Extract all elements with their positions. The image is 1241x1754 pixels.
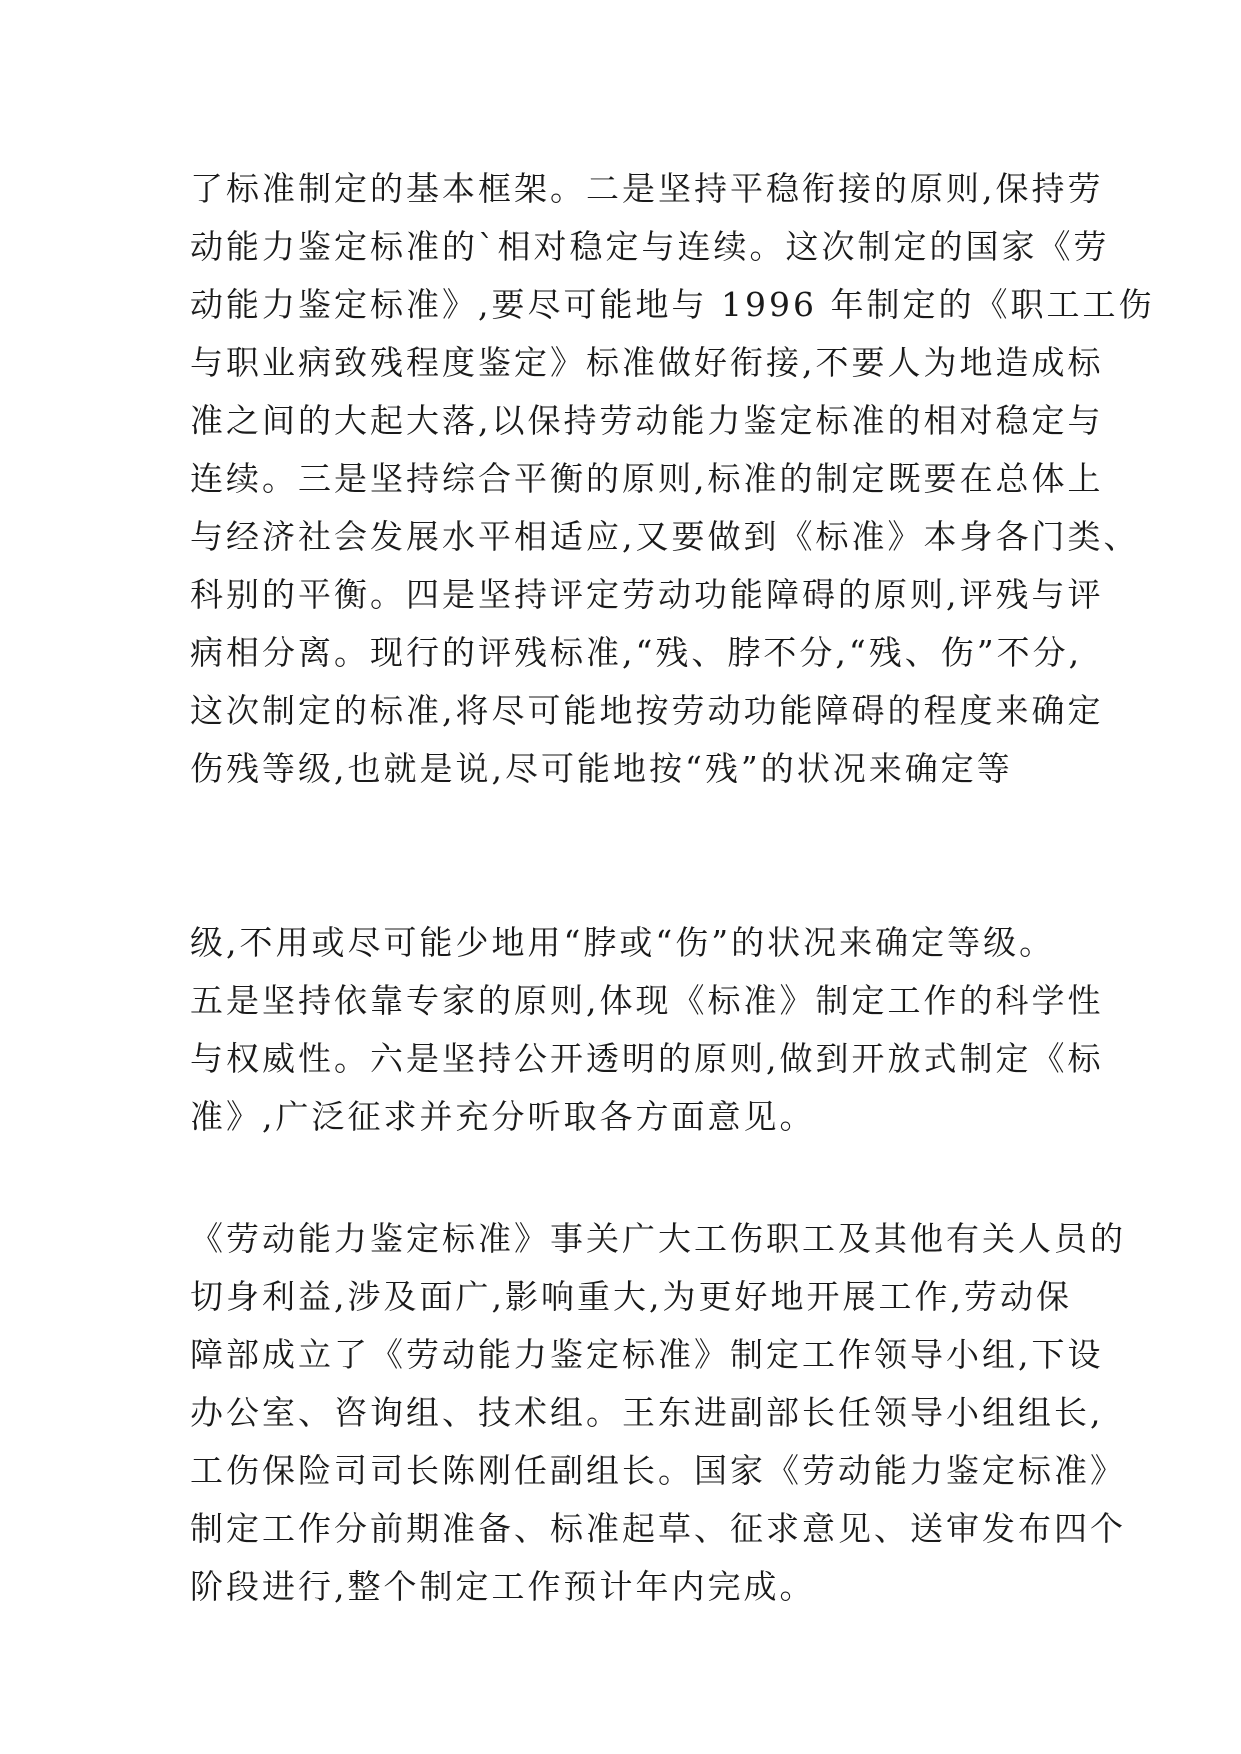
text-line: 阶段进行,整个制定工作预计年内完成。	[190, 1567, 816, 1606]
text-line: 级,不用或尽可能少地用“脖或“伤”的状况来确定等级。	[190, 923, 1056, 962]
text-line: 动能力鉴定标准的`相对稳定与连续。这次制定的国家《劳	[190, 227, 1110, 266]
text-line: 障部成立了《劳动能力鉴定标准》制定工作领导小组,下设	[190, 1335, 1104, 1374]
text-line: 伤残等级,也就是说,尽可能地按“残”的状况来确定等	[190, 749, 1013, 788]
text-line: 准》,广泛征求并充分听取各方面意见。	[190, 1097, 816, 1136]
text-line: 《劳动能力鉴定标准》事关广大工伤职工及其他有关人员的	[190, 1219, 1126, 1258]
text-line: 了标准制定的基本框架。二是坚持平稳衔接的原则,保持劳	[190, 169, 1104, 208]
text-line: 切身利益,涉及面广,影响重大,为更好地开展工作,劳动保	[190, 1277, 1072, 1316]
text-line: 科别的平衡。四是坚持评定劳动功能障碍的原则,评残与评	[190, 575, 1104, 614]
paragraph-leadership-group	[190, 1210, 1126, 1616]
paragraph-continuation	[190, 914, 1104, 1146]
text-line: 病相分离。现行的评残标准,“残、脖不分,“残、伤”不分,	[190, 633, 1083, 672]
text-line: 动能力鉴定标准》,要尽可能地与 1996 年制定的《职工工伤	[190, 285, 1155, 324]
text-line: 与权威性。六是坚持公开透明的原则,做到开放式制定《标	[190, 1039, 1104, 1078]
text-line: 制定工作分前期准备、标准起草、征求意见、送审发布四个	[190, 1509, 1126, 1548]
text-line: 准之间的大起大落,以保持劳动能力鉴定标准的相对稳定与	[190, 401, 1104, 440]
text-line: 五是坚持依靠专家的原则,体现《标准》制定工作的科学性	[190, 981, 1104, 1020]
text-line: 这次制定的标准,将尽可能地按劳动功能障碍的程度来确定	[190, 691, 1104, 730]
paragraph-principles	[190, 160, 1155, 798]
text-line: 与职业病致残程度鉴定》标准做好衔接,不要人为地造成标	[190, 343, 1104, 382]
text-line: 办公室、咨询组、技术组。王东进副部长任领导小组组长,	[190, 1393, 1104, 1432]
text-line: 工伤保险司司长陈刚任副组长。国家《劳动能力鉴定标准》	[190, 1451, 1126, 1490]
text-line: 与经济社会发展水平相适应,又要做到《标准》本身各门类、	[190, 517, 1140, 556]
text-line: 连续。三是坚持综合平衡的原则,标准的制定既要在总体上	[190, 459, 1104, 498]
